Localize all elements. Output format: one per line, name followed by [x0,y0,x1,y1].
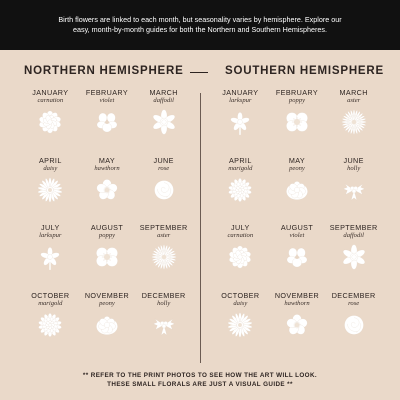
month-label: APRIL [228,155,252,165]
month-label: AUGUST [90,223,124,232]
carnation-icon [36,108,64,136]
month-cell-october [212,289,269,357]
month-label: AUGUST [280,223,314,232]
month-cell-november [269,289,326,357]
month-label: JUNE [153,155,174,165]
daisy-icon [36,176,64,204]
violet-icon [283,243,311,271]
month-cell-july [212,221,269,289]
flower-name: hawthorn [94,164,120,172]
month-label: APRIL [38,155,62,165]
month-cell-january [212,86,269,154]
month-cell-may [79,154,136,222]
month-label: MARCH [339,88,368,97]
footnote-line-2: THESE SMALL FLORALS ARE JUST A VISUAL GUIDE ** [107,381,293,388]
month-label: NOVEMBER [274,290,320,300]
flower-name: rose [158,164,170,172]
flower-name: aster [157,232,171,239]
month-cell-april [22,154,79,222]
month-cell-october [22,289,79,357]
month-cell-february [79,86,136,154]
flower-name: peony [289,164,305,172]
month-label: OCTOBER [221,290,260,300]
flower-name: hawthorn [284,299,310,307]
holly-icon [340,176,368,204]
month-label: JANUARY [222,88,259,97]
flower-name: daisy [43,164,58,172]
title-separator-dash [190,72,208,73]
month-cell-june [135,154,192,222]
month-label: SEPTEMBER [139,223,188,232]
hawthorn-icon [283,311,311,339]
flower-name: carnation [37,97,64,104]
month-cell-august [269,221,326,289]
month-label: MAY [98,155,116,165]
month-label: JUNE [343,155,364,165]
footnote [0,371,400,389]
month-label: JULY [41,223,60,232]
flower-name: rose [348,299,360,307]
flower-name: carnation [227,232,254,239]
month-label: DECEMBER [331,290,376,300]
flower-name: daffodil [153,97,174,104]
rose-icon [150,176,178,204]
flower-name: holly [347,164,361,172]
flower-name: daffodil [343,232,364,239]
flower-name: marigold [228,164,253,172]
month-cell-august [79,221,136,289]
carnation-icon [226,243,254,271]
month-cell-december [135,289,192,357]
aster-icon [150,243,178,271]
flower-name: peony [99,299,115,307]
flower-name: violet [99,97,115,104]
month-cell-june [325,154,382,222]
southern-hemisphere-title: SOUTHERN HEMISPHERE [225,65,384,77]
flower-name: larkspur [39,232,62,239]
flower-name: poppy [98,232,116,239]
month-cell-january [22,86,79,154]
month-cell-november [79,289,136,357]
larkspur-icon [36,243,64,271]
flower-name: marigold [38,299,63,307]
marigold-icon [226,176,254,204]
month-label: FEBRUARY [275,88,319,97]
month-label: MAY [288,155,306,165]
month-cell-september [135,221,192,289]
month-label: DECEMBER [141,290,186,300]
month-cell-may [269,154,326,222]
flower-name: holly [157,299,171,307]
flower-name: violet [289,232,305,239]
rose-icon [340,311,368,339]
flower-name: daisy [233,299,248,307]
month-label: MARCH [149,88,178,97]
southern-flower-grid [212,86,382,356]
marigold-icon [36,311,64,339]
month-label: OCTOBER [31,290,70,300]
peony-icon [93,311,121,339]
daffodil-icon [340,243,368,271]
month-cell-april [212,154,269,222]
intro-banner [0,0,400,50]
poppy-icon [93,243,121,271]
footnote-line-1: ** REFER TO THE PRINT PHOTOS TO SEE HOW THE ART WILL LOOK. [82,372,318,379]
month-cell-march [325,86,382,154]
month-cell-march [135,86,192,154]
month-cell-february [269,86,326,154]
hemisphere-divider [200,93,201,363]
month-label: FEBRUARY [85,88,129,97]
violet-icon [93,108,121,136]
holly-icon [150,311,178,339]
intro-text: Birth flowers are linked to each month, but seasonality varies by hemisphere. Explore our easy, month-by-month guides for both the Northern and Southern Hemispheres. [58,15,342,34]
hawthorn-icon [93,176,121,204]
month-label: JULY [231,223,250,232]
aster-icon [340,108,368,136]
northern-flower-grid [22,86,192,356]
month-label: JANUARY [32,88,69,97]
daffodil-icon [150,108,178,136]
month-cell-july [22,221,79,289]
month-cell-september [325,221,382,289]
northern-hemisphere-title: NORTHERN HEMISPHERE [24,65,184,77]
month-cell-december [325,289,382,357]
flower-name: aster [347,97,361,104]
daisy-icon [226,311,254,339]
poppy-icon [283,108,311,136]
flower-name: poppy [288,97,306,104]
peony-icon [283,176,311,204]
flower-name: larkspur [229,97,252,104]
month-label: NOVEMBER [84,290,130,300]
month-label: SEPTEMBER [329,223,378,232]
larkspur-icon [226,108,254,136]
